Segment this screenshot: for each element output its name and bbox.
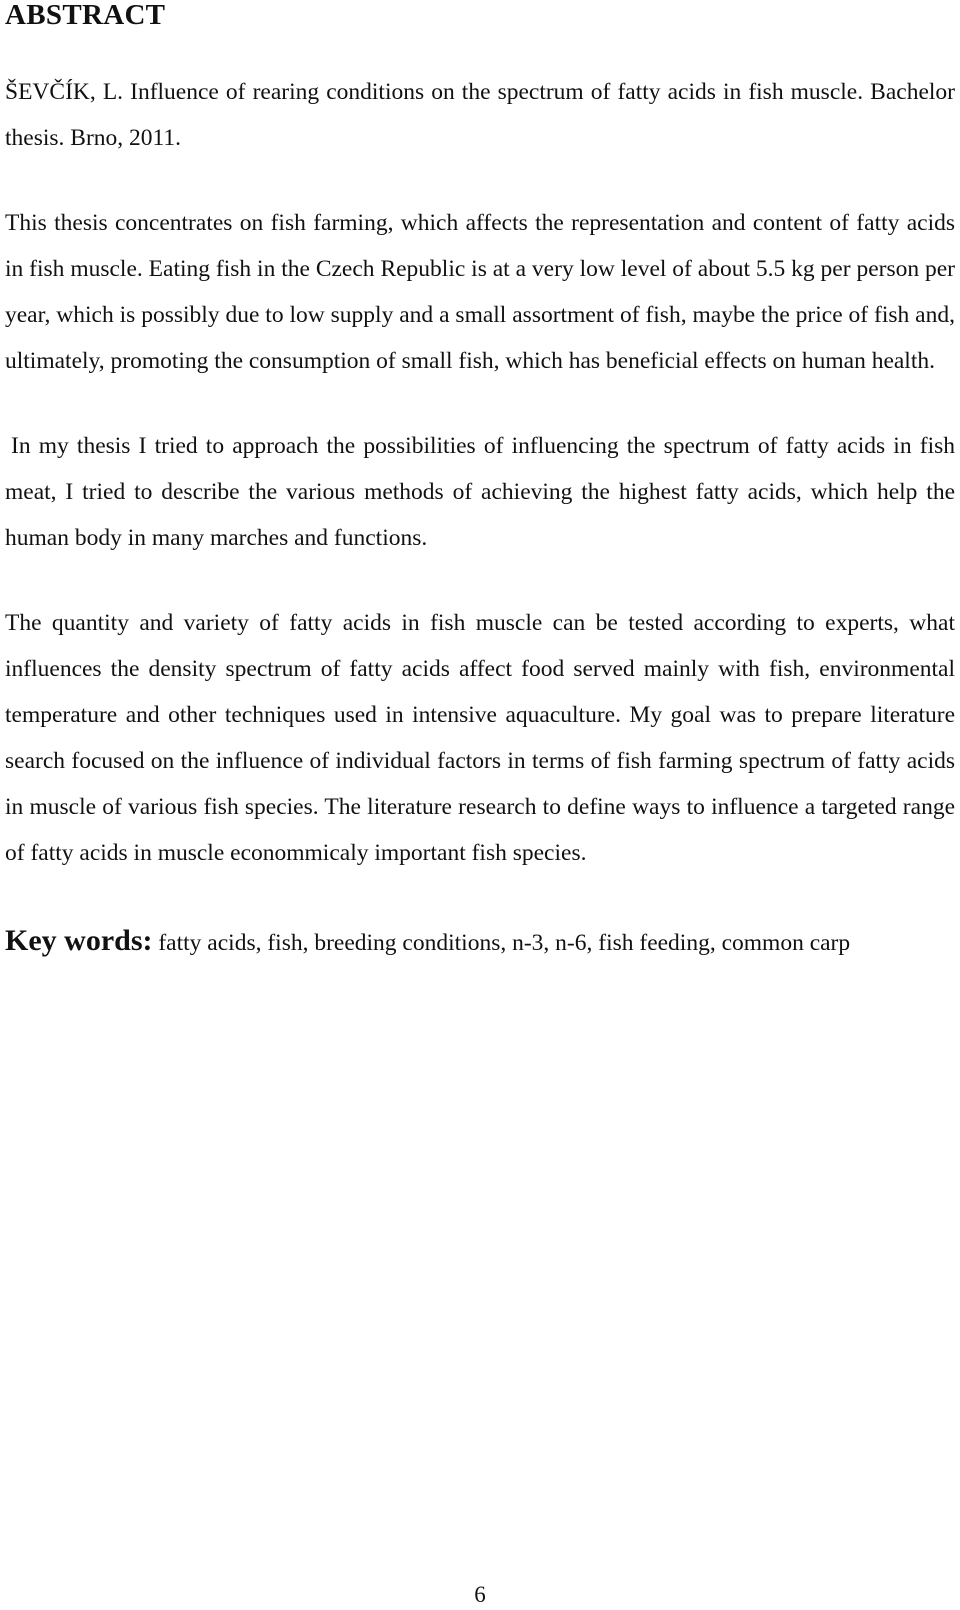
abstract-paragraph-3: The quantity and variety of fatty acids in fish muscle can be tested according to experts, what influences the density spectrum of fatty acids affect food served mainly with fish, environmental temperature and other techniques used in intensive aquaculture. My goal was to prepare literature search focused on the influence of individual factors in terms of fish farming spectrum of fatty acids in muscle of various fish species. The literature research to define ways to influence a targeted range of fatty acids in muscle econommicaly important fish species.: [5, 610, 955, 866]
abstract-heading: ABSTRACT: [5, 0, 166, 31]
abstract-paragraph-1: This thesis concentrates on fish farming, which affects the representation and content of fatty acids in fish muscle. Eating fish in the Czech Republic is at a very low level of about 5.5 kg per person per year, which is possibly due to low supply and a small assortment of fish, maybe the price of fish and, ultimately, promoting the consumption of small fish, which has beneficial effects on human health.: [5, 210, 955, 374]
thesis-citation: ŠEVČÍK, L. Influence of rearing conditions on the spectrum of fatty acids in fish muscle. Bachelor thesis. Brno, 2011.: [5, 79, 955, 151]
page-number: 6: [474, 1582, 486, 1607]
keywords-text: fatty acids, fish, breeding conditions, n-3, n-6, fish feeding, common carp: [158, 930, 851, 956]
keywords-line: [5, 917, 955, 967]
document-page: [5, 0, 955, 967]
abstract-paragraph-2: In my thesis I tried to approach the possibilities of influencing the spectrum of fatty acids in fish meat, I tried to describe the various methods of achieving the highest fatty acids, which help the human body in many marches and functions.: [5, 433, 955, 551]
keywords-label: Key words:: [5, 924, 153, 957]
